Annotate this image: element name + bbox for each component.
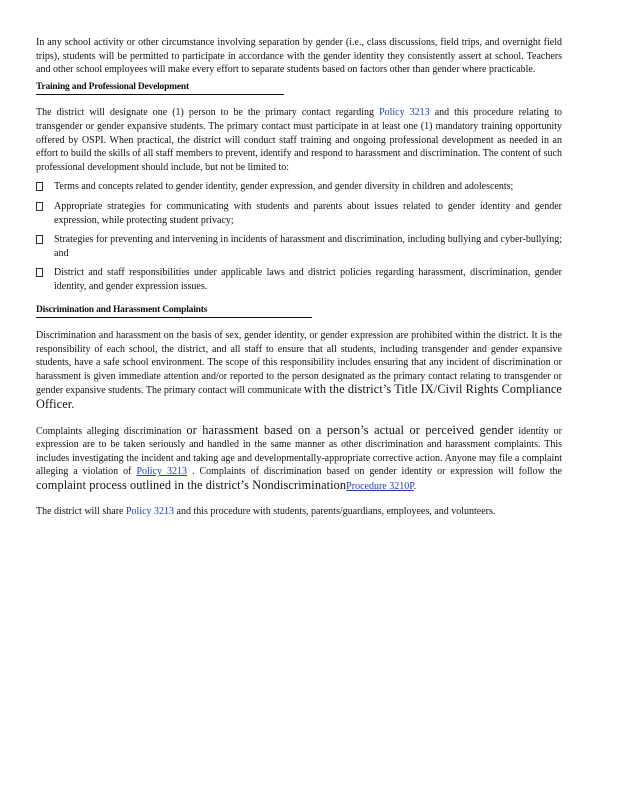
paragraph-sharing: The district will share Policy 3213 and this procedure with students, parents/guardians, employees, and volunteers. (36, 505, 496, 517)
paragraph-discrimination: Discrimination and harassment on the basis of sex, gender identity, or gender expression are prohibited within the district. It is the responsibility of each school, the district, and all staff to ensure that all students, including transgender and gender expansive students, have a safe school environment. The scope of this responsibility includes ensuring that any incident of discrimination or harassment is given immediate attention and/or reported to the person designated as the primary contact relating to transgender or gender expansive students. The primary contact will communicate with the district’s Title IX/Civil Rights Compliance Officer. (36, 330, 562, 412)
list-item: Terms and concepts related to gender identity, gender expression, and gender diversity in children and adolescents; (36, 180, 562, 194)
training-topics-list (36, 180, 562, 293)
procedure-link[interactable]: Procedure 3210P (346, 481, 414, 493)
paragraph-activities: In any school activity or other circumstance involving separation by gender (i.e., class discussions, field trips, and overnight field trips), students will be permitted to participate in accordance with the gender identity they consistently assert at school. Teachers and other school employees will make every effort to separate students based on factors other than gender where practicable. (36, 37, 562, 76)
bullet-box-icon (36, 235, 43, 244)
section-heading-complaints: Discrimination and Harassment Complaints (36, 304, 312, 319)
bullet-box-icon (36, 182, 43, 191)
policy-link[interactable]: Policy 3213 (379, 107, 430, 119)
paragraph-complaints: Complaints alleging discrimination or harassment based on a person’s actual or perceived gender identity or expression are to be taken seriously and handled in the same manner as other discrimination and harassment complaints. This includes investigating the incident and taking age and developmentally-appropriate corrective action. Anyone may file a complaint alleging a violation of Policy 3213 . Complaints of discrimination based on gender identity or expression will follow the complaint process outlined in the district’s NondiscriminationProcedure 3210P. (36, 422, 563, 493)
list-item: District and staff responsibilities under applicable laws and district policies regarding harassment, discrimination, gender identity, and gender expression issues. (36, 266, 562, 293)
list-item: Strategies for preventing and intervening in incidents of harassment and discrimination, including bullying and cyber-bullying; and (36, 233, 562, 260)
document-body (36, 36, 562, 518)
paragraph-training: The district will designate one (1) person to be the primary contact regarding Policy 3213 and this procedure relating to transgender or gender expansive students. The primary contact must participate in at least one (1) mandatory training opportunity offered by OSPI. When practical, the district will conduct staff training and ongoing professional development as needed in an effort to build the skills of all staff members to prevent, identify and respond to harassment and discrimination. The content of such professional development should include, but not be limited to: (36, 107, 562, 173)
bullet-box-icon (36, 268, 43, 277)
list-item: Appropriate strategies for communicating with students and parents about issues related to gender identity and gender expression, while protecting student privacy; (36, 200, 562, 227)
policy-link[interactable]: Policy 3213 (136, 466, 188, 478)
section-heading-training: Training and Professional Development (36, 81, 284, 96)
policy-link[interactable]: Policy 3213 (125, 505, 175, 517)
bullet-box-icon (36, 202, 43, 211)
